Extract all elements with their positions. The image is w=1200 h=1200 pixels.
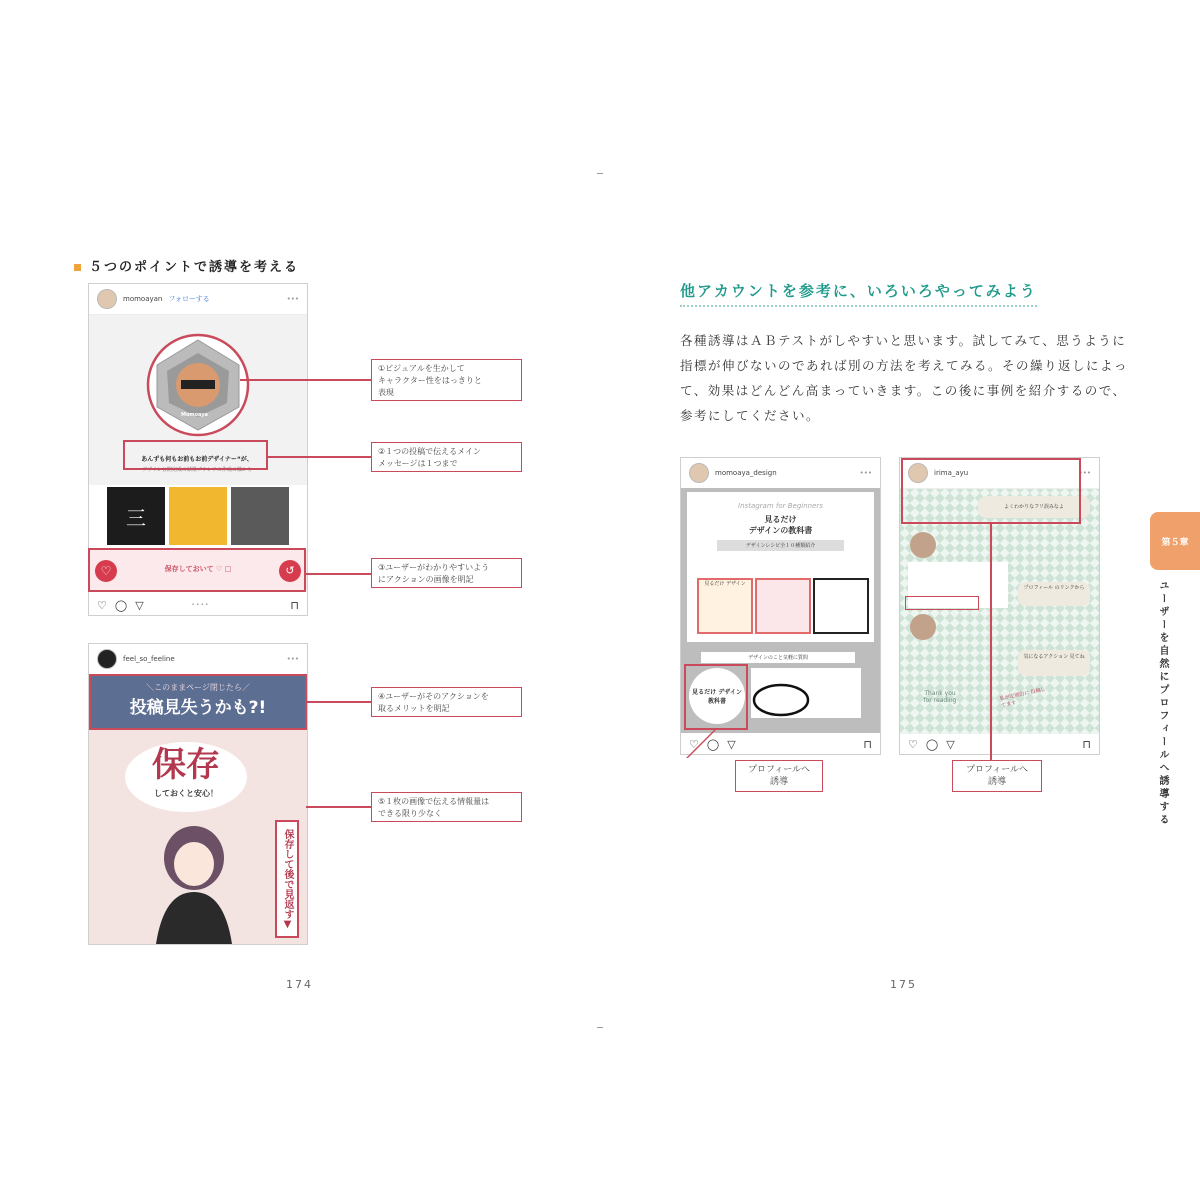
post-header	[89, 644, 307, 675]
handwritten-note: 私が定期的に 投稿してます	[999, 686, 1047, 710]
thumbnail-2	[169, 487, 227, 545]
speech-bubble-3: 気になるアクション 見てね	[1018, 650, 1090, 676]
bullet-icon	[74, 264, 81, 271]
follow-link: フォローする	[168, 295, 210, 303]
chapter-side-text: ユーザーを自然にプロフィールへ誘導する	[1157, 580, 1168, 827]
share-icon[interactable]: ▽	[135, 598, 144, 612]
page-number-left: 174	[286, 978, 313, 991]
post-actions	[681, 734, 880, 754]
bookmark-icon[interactable]: ⊓	[863, 737, 872, 751]
more-icon: •••	[1078, 469, 1091, 477]
callout-2: ②１つの投稿で伝えるメイン メッセージは１つまで	[371, 442, 522, 472]
right-section-heading: 他アカウントを参考に、いろいろやってみよう	[680, 280, 1037, 307]
avatar	[689, 463, 709, 483]
bookmark-icon[interactable]: ⊓	[290, 598, 299, 612]
share-icon[interactable]: ▽	[727, 737, 736, 751]
comment-icon[interactable]: ◯	[706, 737, 720, 751]
callout-3: ③ユーザーがわかりやすいよう にアクションの画像を明記	[371, 558, 522, 588]
callout-5: ⑤１枚の画像で伝える情報量は できる限り少なく	[371, 792, 522, 822]
save-big-text: 保存	[152, 745, 220, 785]
like-icon[interactable]: ♡	[689, 737, 699, 751]
bookmark-icon[interactable]: ⊓	[1082, 737, 1091, 751]
post-header	[89, 284, 307, 315]
connector-line	[306, 573, 372, 575]
banner-big-text: 投稿見失うかも?!	[129, 698, 267, 718]
title-jp-2: デザインの教科書	[748, 526, 813, 535]
post-username: feel_so_feeline	[123, 655, 175, 663]
like-icon[interactable]: ♡	[97, 598, 107, 612]
character-avatar-2	[910, 614, 936, 640]
connector-line	[306, 806, 372, 808]
post-username: irima_ayu	[934, 469, 969, 477]
avatar	[97, 289, 117, 309]
more-icon: •••	[286, 655, 299, 663]
save-circle-icon: ↺	[279, 560, 301, 582]
girl-illustration	[144, 822, 244, 944]
more-icon: •••	[286, 295, 299, 303]
callout-1: ①ビジュアルを生かして キャラクター性をはっきりと 表現	[371, 359, 522, 401]
avatar	[97, 649, 117, 669]
ribbon-2: デザインのこと気軽に質問	[701, 652, 855, 663]
comment-icon[interactable]: ◯	[925, 737, 939, 751]
card-2	[755, 578, 811, 634]
post-card	[687, 492, 874, 642]
post-subline: デザイン公開完成の結果ブランドの作成の様から	[142, 467, 252, 473]
profile-label-1: プロフィールへ 誘導	[735, 760, 823, 792]
title-jp-1: 見るだけ	[764, 515, 797, 524]
left-section-heading: ５つのポイントで誘導を考える	[74, 256, 299, 275]
vertical-save-tag: 保存して後で見返す▼	[275, 820, 299, 938]
character-avatar	[910, 532, 936, 558]
title-en: Instagram for Beginners	[738, 502, 823, 510]
heart-icon: ♡	[95, 560, 117, 582]
trim-mark	[597, 173, 603, 174]
profile-label-2: プロフィールへ 誘導	[952, 760, 1042, 792]
post-username: momoayan	[123, 295, 163, 303]
card-3	[813, 578, 869, 634]
connector-line	[268, 456, 372, 458]
chapter-tab: 第５章	[1150, 512, 1200, 570]
instagram-post-example-2	[88, 643, 308, 945]
post-username: momoaya_design	[715, 469, 777, 477]
page-number-right: 175	[890, 978, 917, 991]
highlight-headline	[123, 440, 268, 470]
warning-banner	[89, 674, 307, 730]
more-icon: •••	[859, 469, 872, 477]
thumbnail-1: 三	[107, 487, 165, 545]
share-icon[interactable]: ▽	[946, 737, 955, 751]
like-icon[interactable]: ♡	[908, 737, 918, 751]
circle-doodle	[751, 680, 811, 720]
avatar-label: Momoaya	[181, 412, 208, 418]
speech-bubble-2: プロフィール のリンクから	[1018, 582, 1090, 606]
speech-bubble	[125, 742, 247, 812]
ribbon: デザインレシピ全１０種類紹介	[717, 540, 844, 551]
post-header	[681, 458, 880, 489]
thumbnail-3	[231, 487, 289, 545]
save-sub-text: しておくと安心！	[154, 789, 218, 798]
post-actions	[900, 734, 1099, 754]
highlight-cta	[88, 548, 306, 592]
highlight-header-area	[901, 458, 1081, 524]
callout-4: ④ユーザーがそのアクションを 取るメリットを明記	[371, 687, 522, 717]
connector-line	[306, 701, 372, 703]
post-headline: あんずも何もお前もお前デザイナー“が、	[141, 456, 253, 463]
body-paragraph: 各種誘導はＡＢテストがしやすいと思います。試してみて、思うように指標が伸びないのであれば別の方法を考えてみる。その繰り返しによって、効果はどんどん高まっていきます。この後に事例を紹介するので、参考にしてください。	[680, 333, 1129, 423]
trim-mark	[597, 1027, 603, 1028]
post-image-area	[89, 730, 307, 944]
post-actions	[89, 595, 307, 615]
thanks-text: Thank you for reading	[923, 690, 957, 704]
comment-icon[interactable]: ◯	[114, 598, 128, 612]
highlight-profile-circle	[684, 664, 748, 730]
cta-text: 保存しておいて ♡ □	[164, 565, 232, 573]
speech-bubble-1: よくわかりなフリ誤みなよ	[978, 496, 1090, 518]
highlight-link-row	[905, 596, 979, 610]
banner-small-text: ＼このままページ閉じたら／	[146, 683, 250, 692]
card-1: 見るだけ デザイン	[697, 578, 753, 634]
profile-circle: 見るだけ デザイン 教科書	[689, 668, 745, 724]
connector-line	[990, 524, 992, 760]
page-indicator: • • • •	[191, 602, 209, 608]
connector-line	[240, 379, 372, 381]
